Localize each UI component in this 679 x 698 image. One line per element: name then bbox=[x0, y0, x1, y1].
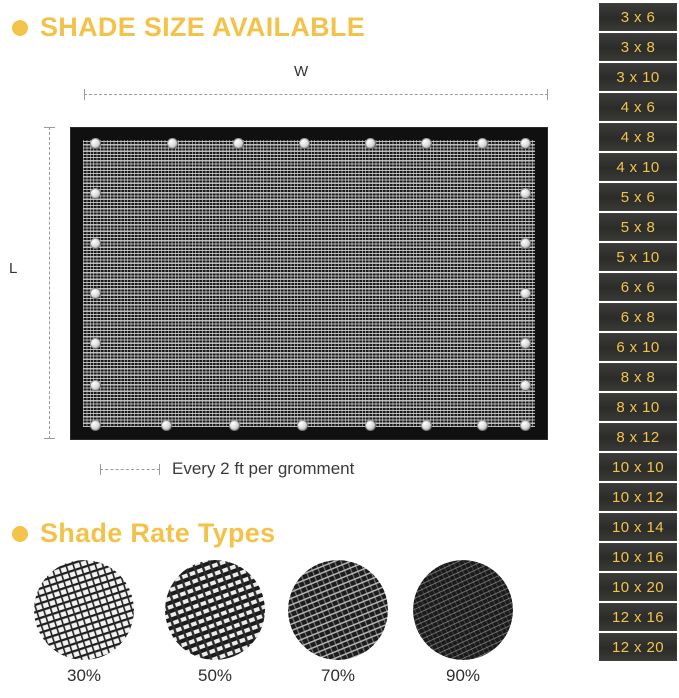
grommet bbox=[299, 138, 310, 149]
shade-rate-swatches bbox=[0, 560, 597, 698]
grommet bbox=[421, 420, 432, 431]
grommet bbox=[421, 138, 432, 149]
size-chip[interactable]: 6 x 10 bbox=[599, 333, 677, 361]
grommet bbox=[233, 138, 244, 149]
shade-rate-90-icon bbox=[413, 560, 513, 660]
size-chip[interactable]: 4 x 10 bbox=[599, 153, 677, 181]
shade-rate-swatch-90 bbox=[413, 560, 513, 686]
size-chip[interactable]: 6 x 6 bbox=[599, 273, 677, 301]
grommet bbox=[520, 238, 531, 249]
grommet bbox=[297, 420, 308, 431]
size-chip[interactable]: 10 x 12 bbox=[599, 483, 677, 511]
size-chip[interactable]: 3 x 10 bbox=[599, 63, 677, 91]
size-chip[interactable]: 10 x 20 bbox=[599, 573, 677, 601]
shade-rate-90-label: 90% bbox=[445, 666, 481, 685]
grommet bbox=[167, 138, 178, 149]
shade-rate-70-icon bbox=[288, 560, 388, 660]
shade-rate-swatch-30 bbox=[34, 560, 134, 686]
dimension-line bbox=[49, 127, 50, 439]
dimension-cap-right bbox=[547, 89, 548, 100]
grommet bbox=[520, 138, 531, 149]
shade-rate-50-icon bbox=[165, 560, 265, 660]
width-dimension-line bbox=[84, 89, 548, 99]
grommet bbox=[90, 420, 101, 431]
grommet bbox=[520, 338, 531, 349]
grommet bbox=[477, 420, 488, 431]
dimension-cap-right bbox=[159, 464, 160, 475]
grommet-spacing-text: Every 2 ft per gromment bbox=[172, 459, 355, 478]
size-chip[interactable]: 5 x 10 bbox=[599, 243, 677, 271]
size-chip[interactable]: 4 x 6 bbox=[599, 93, 677, 121]
spacing-dimension-line bbox=[100, 464, 160, 475]
grommet bbox=[90, 338, 101, 349]
bullet-icon bbox=[12, 526, 28, 542]
tarp-diagram bbox=[0, 55, 597, 505]
shade-rate-50-label: 50% bbox=[197, 666, 233, 685]
length-dimension-line bbox=[44, 127, 54, 439]
size-list bbox=[597, 0, 679, 698]
shade-rate-swatch-50 bbox=[165, 560, 265, 686]
shade-size-heading-text: SHADE SIZE AVAILABLE bbox=[40, 12, 366, 42]
shade-rate-30-label: 30% bbox=[66, 666, 102, 685]
size-chip[interactable]: 8 x 8 bbox=[599, 363, 677, 391]
grommet bbox=[520, 188, 531, 199]
size-chip[interactable]: 8 x 12 bbox=[599, 423, 677, 451]
size-chip[interactable]: 8 x 10 bbox=[599, 393, 677, 421]
shade-rate-swatch-70 bbox=[288, 560, 388, 686]
grommet bbox=[161, 420, 172, 431]
size-chip[interactable]: 3 x 6 bbox=[599, 3, 677, 31]
grommet-spacing-note bbox=[100, 459, 354, 479]
grommet bbox=[477, 138, 488, 149]
length-label: L bbox=[9, 260, 18, 277]
size-chip[interactable]: 10 x 16 bbox=[599, 543, 677, 571]
grommet bbox=[365, 420, 376, 431]
size-chip[interactable]: 6 x 8 bbox=[599, 303, 677, 331]
grommet bbox=[90, 380, 101, 391]
dimension-line bbox=[84, 94, 548, 95]
dimension-line bbox=[100, 469, 160, 470]
grommet bbox=[365, 138, 376, 149]
size-chip[interactable]: 4 x 8 bbox=[599, 123, 677, 151]
bullet-icon bbox=[12, 20, 28, 36]
dimension-cap-bottom bbox=[44, 438, 55, 439]
grommet bbox=[90, 138, 101, 149]
grommet bbox=[520, 380, 531, 391]
shade-rate-30-icon bbox=[34, 560, 134, 660]
grommet bbox=[90, 288, 101, 299]
size-chip[interactable]: 5 x 6 bbox=[599, 183, 677, 211]
size-chip[interactable]: 12 x 20 bbox=[599, 633, 677, 661]
size-chip[interactable]: 12 x 16 bbox=[599, 603, 677, 631]
shade-rate-heading-text: Shade Rate Types bbox=[40, 518, 276, 548]
grommet bbox=[229, 420, 240, 431]
mesh-texture bbox=[83, 140, 535, 427]
size-chip[interactable]: 10 x 14 bbox=[599, 513, 677, 541]
shade-cloth-illustration bbox=[70, 127, 548, 440]
grommet bbox=[90, 188, 101, 199]
size-chip[interactable]: 3 x 8 bbox=[599, 33, 677, 61]
size-chip[interactable]: 5 x 8 bbox=[599, 213, 677, 241]
shade-size-heading bbox=[12, 12, 365, 43]
grommet bbox=[520, 288, 531, 299]
shade-rate-70-label: 70% bbox=[320, 666, 356, 685]
size-chip[interactable]: 10 x 10 bbox=[599, 453, 677, 481]
width-label: W bbox=[294, 63, 309, 80]
shade-rate-heading bbox=[12, 518, 275, 549]
grommet bbox=[90, 238, 101, 249]
grommet bbox=[520, 420, 531, 431]
